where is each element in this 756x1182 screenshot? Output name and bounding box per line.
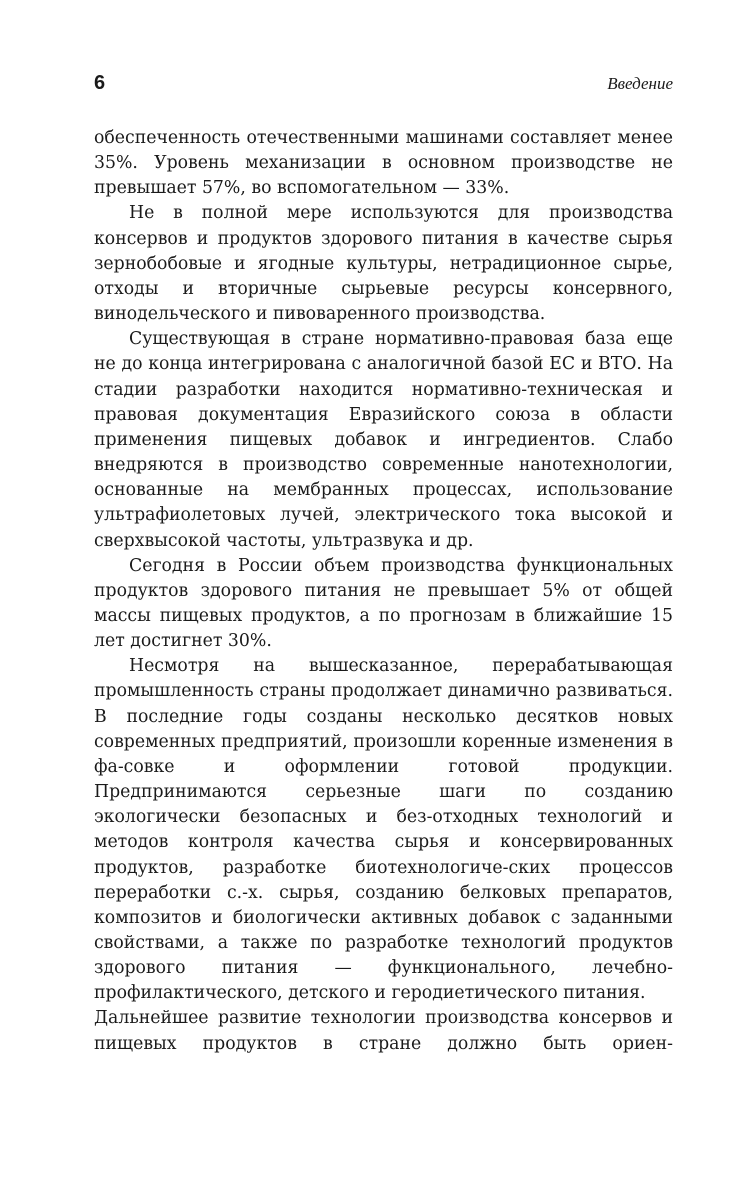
running-head-section-title: Введение <box>607 74 673 93</box>
page-number: 6 <box>94 72 106 94</box>
paragraph-4: Сегодня в России объем производства функциональных продуктов здорового питания не превышает 5% от общей массы пищевых продуктов, а по прогнозам в ближайшие 15 лет достигнет 30%. <box>94 555 673 652</box>
paragraph-3: Существующая в стране нормативно-правовая база еще не до конца интегрирована с аналогичной базой ЕС и ВТО. На стадии разработки находится нормативно-техническая и правовая документация Евразийского союза в области применения пищевых добавок и ингредиентов. Слабо внедряются в производство современные нанотехнологии, основанные на мембранных процессах, использование ультрафиолетовых лучей, электрического тока высокой и сверхвысокой частоты, ультразвука и др. <box>94 329 673 551</box>
paragraph-6: Дальнейшее развитие технологии производства консервов и пищевых продуктов в стране должно быть ориен- <box>94 1008 673 1054</box>
paragraph-2: Не в полной мере используются для производства консервов и продуктов здорового питания в качестве сырья зернобобовые и ягодные культуры, нетрадиционное сырье, отходы и вторичные сырьевые ресурсы консервного, винодельческого и пивоваренного производства. <box>94 203 673 325</box>
paragraph-5: Несмотря на вышесказанное, перерабатывающая промышленность страны продолжает динамично развиваться. В последние годы созданы несколько десятков новых современных предприятий, произошли коренные изменения в фа-совке и оформлении готовой продукции. Предпринимаются серьезные шаги по созданию экологически безопасных и без-отходных технологий и методов контроля качества сырья и консервированных продуктов, разработке биотехнологиче-ских процессов переработки с.-х. сырья, созданию белковых препаратов, композитов и биологически активных добавок с заданными свойствами, а также по разработке технологий продуктов здорового питания — функционального, лечебно-профилактического, детского и геродиетического питания. <box>94 656 673 1004</box>
body-text <box>94 126 673 1057</box>
paragraph-1: обеспеченность отечественными машинами составляет менее 35%. Уровень механизации в основном производстве не превышает 57%, во вспомогательном — 33%. <box>94 128 673 199</box>
